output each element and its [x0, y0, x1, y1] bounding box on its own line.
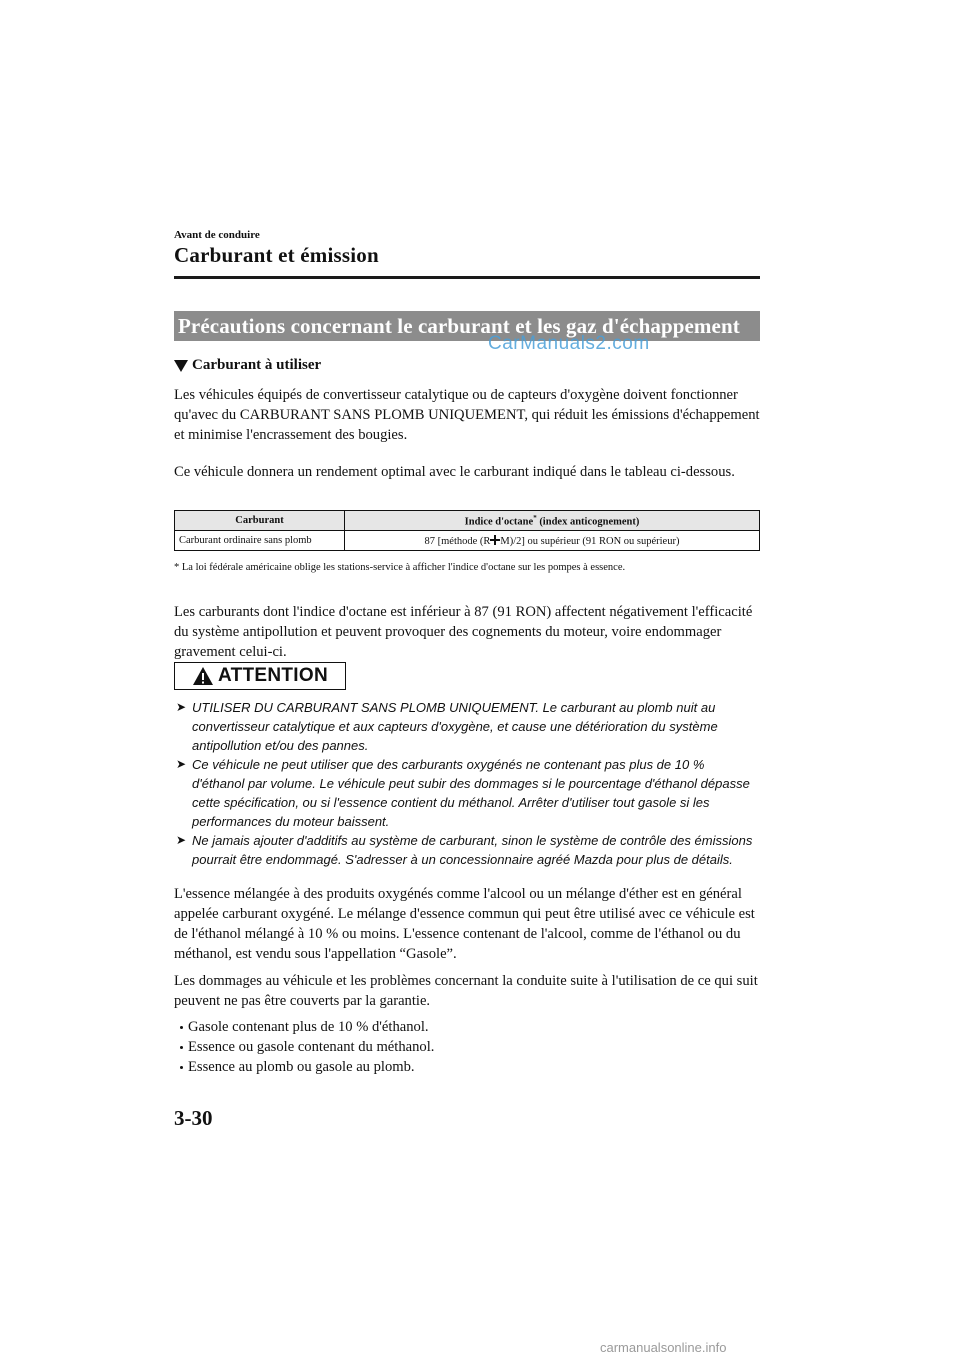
bullet-icon	[180, 1046, 183, 1049]
table-header-row	[175, 511, 760, 531]
section-title: Carburant et émission	[174, 243, 379, 267]
paragraph-performance: Ce véhicule donnera un rendement optimal avec le carburant indiqué dans le tableau ci-dessous.	[174, 464, 735, 480]
paragraph-octane-warning: Les carburants dont l'indice d'octane est inférieur à 87 (91 RON) affectent négativement l'efficacité du système antipollution et peuvent provoquer des cognements du moteur, voire endommager gravement celui-ci.	[174, 604, 753, 660]
banner-title: Précautions concernant le carburant et les gaz d'échappement	[178, 314, 740, 338]
caution-list	[176, 698, 756, 869]
list-item: ➤ Ce véhicule ne peut utiliser que des carburants oxygénés ne contenant pas plus de 10 % d'éthanol par volume. Le véhicule peut subir des dommages si le pourcentage d'éthanol dépasse cette spécification, ou si l'essence contient du méthanol. Arrêter d'utiliser tout gasole si les performances du moteur baissent.	[176, 757, 750, 829]
list-item: Gasole contenant plus de 10 % d'éthanol.	[180, 1017, 434, 1037]
list-item: Essence ou gasole contenant du méthanol.	[180, 1037, 434, 1057]
table-cell-fuel: Carburant ordinaire sans plomb	[175, 531, 345, 551]
footnote: * La loi fédérale américaine oblige les stations-service à afficher l'indice d'octane sur les pompes à essence.	[174, 562, 626, 573]
list-item: ➤ Ne jamais ajouter d'additifs au système de carburant, sinon le système de contrôle des émissions pourrait être endommagé. S'adresser à un concessionnaire agréé Mazda pour plus de détails.	[176, 833, 753, 867]
bullet-icon	[180, 1066, 183, 1069]
paragraph-unleaded: Les véhicules équipés de convertisseur catalytique ou de capteurs d'oxygène doivent fonctionner qu'avec du CARBURANT SANS PLOMB UNIQUEMENT, qui réduit les émissions d'échappement et minimise l'encrassement des bougies.	[174, 387, 760, 443]
fuel-table	[174, 510, 760, 551]
arrow-right-icon: ➤	[176, 833, 187, 847]
header-divider	[174, 276, 760, 279]
table-row	[175, 531, 760, 551]
attention-box	[174, 662, 346, 690]
section-banner	[174, 311, 760, 341]
site-footer[interactable]: carmanualsonline.info	[600, 1340, 727, 1355]
watermark: CarManuals2.com	[488, 333, 650, 354]
table-header-octane: Indice d'octane* (index anticognement)	[345, 511, 760, 531]
arrow-right-icon: ➤	[176, 757, 187, 771]
sub-heading-text: Carburant à utiliser	[192, 357, 322, 373]
arrow-right-icon: ➤	[176, 700, 187, 714]
page-number: 3-30	[174, 1106, 213, 1130]
paragraph-warranty: Les dommages au véhicule et les problèmes concernant la conduite suite à l'utilisation de ce qui suit peuvent ne pas être couverts par la garantie.	[174, 973, 758, 1009]
bullet-icon	[180, 1026, 183, 1029]
paragraph-oxygenated: L'essence mélangée à des produits oxygénés comme l'alcool ou un mélange d'éther est en général appelée carburant oxygéné. Le mélange d'essence commun qui peut être utilisé avec ce véhicule est de l'éthanol mélangé à 10 % ou moins. L'essence contenant de l'alcool, comme de l'éthanol ou du méthanol, est vendu sous l'appellation “Gasole”.	[174, 886, 755, 962]
warning-icon	[192, 666, 214, 686]
attention-label: ATTENTION	[217, 665, 328, 686]
list-item: Essence au plomb ou gasole au plomb.	[180, 1057, 434, 1077]
sub-heading	[174, 357, 321, 374]
plus-icon	[490, 535, 500, 545]
list-item: ➤ UTILISER DU CARBURANT SANS PLOMB UNIQUEMENT. Le carburant au plomb nuit au convertisseur catalytique et aux capteurs d'oxygène, et cause une détérioration du système antipollution et/ou des pannes.	[176, 700, 718, 753]
chapter-label: Avant de conduire	[174, 229, 260, 241]
bullet-list	[180, 1017, 434, 1077]
table-header-fuel: Carburant	[175, 511, 345, 531]
triangle-down-icon	[174, 360, 188, 372]
table-cell-octane: 87 [méthode (R M)/2] ou supérieur (91 RON ou supérieur)	[345, 531, 760, 551]
